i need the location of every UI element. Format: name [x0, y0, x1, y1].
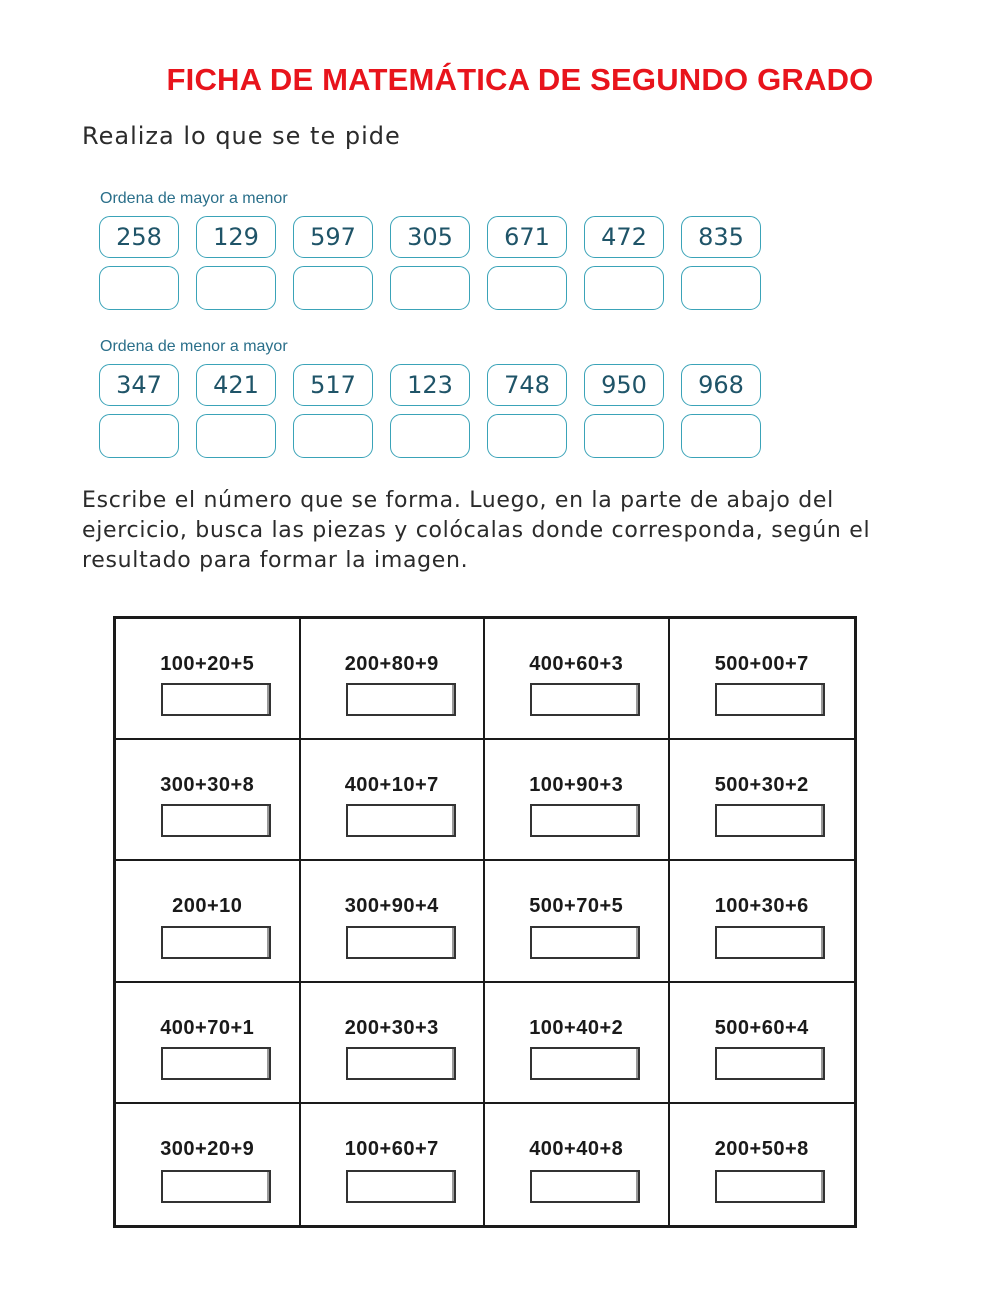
answer-box[interactable]	[390, 266, 470, 310]
grid-cell	[485, 740, 670, 861]
number-box: 950	[584, 364, 664, 406]
instruction-paragraph: Escribe el número que se forma. Luego, en la parte de abajo del ejercicio, busca las piezas y colócalas donde corresponda, según el resultado para formar la imagen.	[82, 488, 871, 573]
section1-label: Ordena de mayor a menor	[100, 190, 288, 207]
answer-box[interactable]	[99, 266, 179, 310]
expression: 500+70+5	[529, 895, 624, 918]
answer-box[interactable]	[196, 414, 276, 458]
number-box: 305	[390, 216, 470, 258]
expression: 400+60+3	[529, 653, 624, 675]
answer-box[interactable]	[530, 1047, 640, 1080]
grid-cell	[116, 619, 301, 740]
number-box: 835	[681, 216, 761, 258]
grid-cell	[116, 1104, 301, 1225]
expression: 200+10	[172, 895, 243, 918]
expression: 500+00+7	[714, 653, 809, 675]
section2-number-row	[99, 364, 761, 406]
answer-box[interactable]	[161, 1047, 271, 1080]
answer-box[interactable]	[584, 414, 664, 458]
number-box: 671	[487, 216, 567, 258]
expression: 100+20+5	[160, 653, 255, 675]
answer-box[interactable]	[346, 804, 456, 837]
number-box: 347	[99, 364, 179, 406]
answer-box[interactable]	[715, 804, 825, 837]
answer-box[interactable]	[346, 1170, 456, 1203]
answer-box[interactable]	[161, 1170, 271, 1203]
answer-box[interactable]	[293, 266, 373, 310]
number-box: 597	[293, 216, 373, 258]
expression: 500+60+4	[714, 1016, 809, 1039]
section1-number-row	[99, 216, 761, 258]
expression: 300+30+8	[160, 774, 255, 797]
number-box: 129	[196, 216, 276, 258]
answer-box[interactable]	[715, 683, 825, 716]
number-box: 748	[487, 364, 567, 406]
answer-box[interactable]	[346, 683, 456, 716]
grid-cell	[301, 1104, 486, 1225]
grid-cell	[116, 861, 301, 982]
answer-box[interactable]	[715, 926, 825, 959]
expression: 100+60+7	[344, 1137, 439, 1160]
grid-cell	[116, 740, 301, 861]
answer-box[interactable]	[390, 414, 470, 458]
grid-cell	[301, 861, 486, 982]
answer-box[interactable]	[487, 414, 567, 458]
expression: 200+30+3	[344, 1016, 439, 1039]
grid-cell	[670, 740, 855, 861]
expression: 200+50+8	[714, 1137, 809, 1160]
expression: 400+40+8	[529, 1137, 624, 1160]
grid-cell	[670, 983, 855, 1104]
expression: 500+30+2	[714, 774, 809, 797]
number-box: 472	[584, 216, 664, 258]
answer-box[interactable]	[346, 926, 456, 959]
expression: 200+80+9	[344, 653, 439, 675]
expression: 100+40+2	[529, 1016, 624, 1039]
answer-box[interactable]	[487, 266, 567, 310]
page-title: FICHA DE MATEMÁTICA DE SEGUNDO GRADO	[166, 62, 874, 97]
answer-box[interactable]	[530, 926, 640, 959]
expression: 400+10+7	[344, 774, 439, 797]
answer-box[interactable]	[161, 926, 271, 959]
grid-cell	[670, 861, 855, 982]
section2-label: Ordena de menor a mayor	[100, 338, 288, 355]
answer-box[interactable]	[161, 683, 271, 716]
grid-cell	[301, 619, 486, 740]
answer-box[interactable]	[161, 804, 271, 837]
grid-cell	[670, 619, 855, 740]
grid-cell	[485, 861, 670, 982]
answer-box[interactable]	[530, 1170, 640, 1203]
number-box: 517	[293, 364, 373, 406]
answer-box[interactable]	[681, 266, 761, 310]
grid-cell	[301, 983, 486, 1104]
grid-cell	[485, 983, 670, 1104]
expression: 100+90+3	[529, 774, 624, 797]
expression: 400+70+1	[160, 1016, 255, 1039]
number-box: 968	[681, 364, 761, 406]
section2-answer-row	[99, 414, 761, 458]
grid-cell	[301, 740, 486, 861]
grid-cell	[670, 1104, 855, 1225]
answer-box[interactable]	[99, 414, 179, 458]
number-box: 258	[99, 216, 179, 258]
answer-box[interactable]	[584, 266, 664, 310]
grid-cell	[485, 1104, 670, 1225]
number-box: 421	[196, 364, 276, 406]
addition-grid	[113, 616, 857, 1228]
expression: 100+30+6	[714, 895, 809, 918]
answer-box[interactable]	[346, 1047, 456, 1080]
expression: 300+90+4	[344, 895, 439, 918]
instruction-text: Realiza lo que se te pide	[82, 122, 401, 150]
answer-box[interactable]	[530, 683, 640, 716]
expression: 300+20+9	[160, 1137, 255, 1160]
answer-box[interactable]	[530, 804, 640, 837]
grid-cell	[485, 619, 670, 740]
section1-answer-row	[99, 266, 761, 310]
number-box: 123	[390, 364, 470, 406]
answer-box[interactable]	[715, 1047, 825, 1080]
grid-cell	[116, 983, 301, 1104]
answer-box[interactable]	[681, 414, 761, 458]
answer-box[interactable]	[196, 266, 276, 310]
answer-box[interactable]	[715, 1170, 825, 1203]
answer-box[interactable]	[293, 414, 373, 458]
